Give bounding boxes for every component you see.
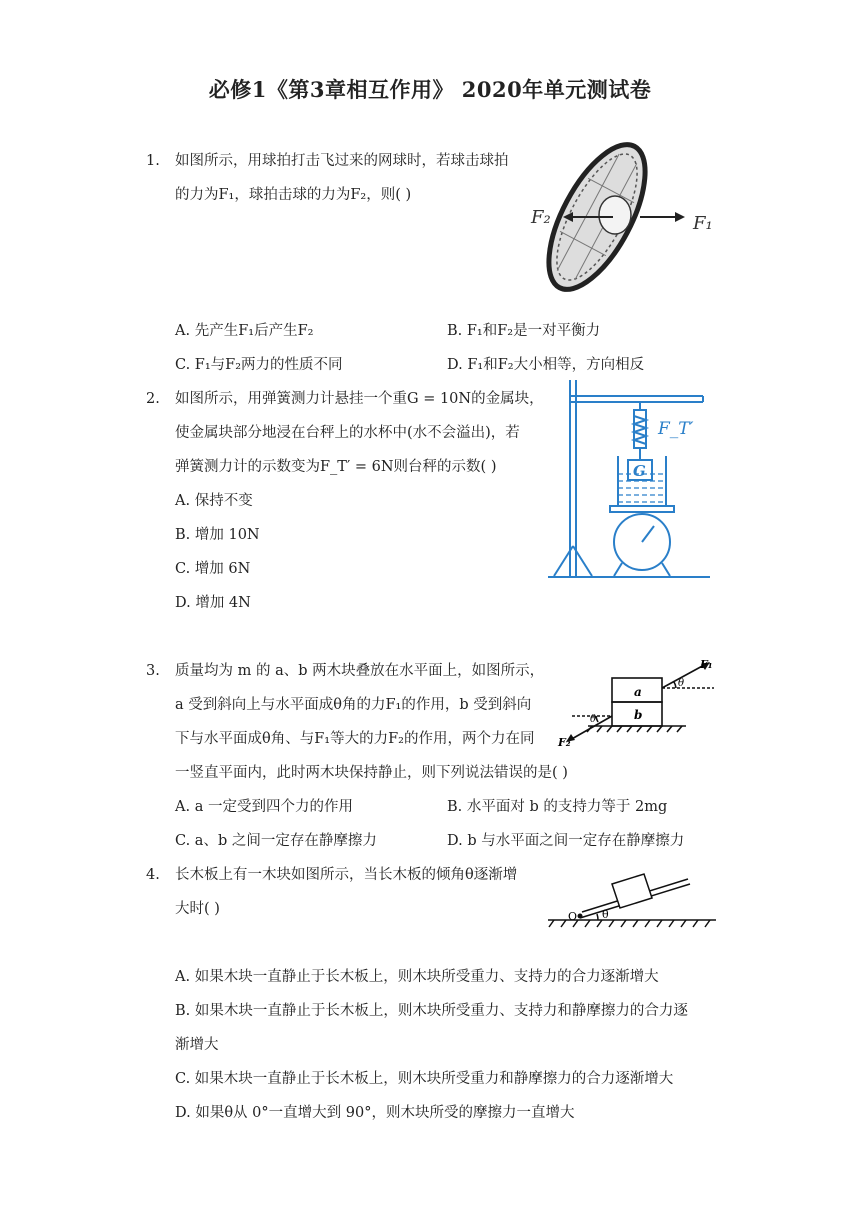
question-4-option-b-continued: 渐增大 (175, 1037, 219, 1053)
question-2-line-1: 如图所示，用弹簧测力计悬挂一个重G = 10N的金属块， (175, 391, 544, 407)
tennis-racket-figure (525, 135, 725, 305)
question-1-line-1: 如图所示，用球拍打击飞过来的网球时，若球击球拍 (175, 153, 509, 169)
spring-scale-figure (548, 378, 718, 588)
question-2-option-d[interactable]: D. 增加 4N (175, 595, 251, 611)
question-3-option-a[interactable]: A. a 一定受到四个力的作用 (175, 799, 353, 815)
block-a-label: a (634, 685, 642, 699)
question-4-line-1: 长木板上有一木块如图所示，当长木板的倾角θ逐渐增 (175, 867, 518, 883)
question-2-option-a[interactable]: A. 保持不变 (175, 493, 253, 509)
question-1-option-d[interactable]: D. F₁和F₂大小相等，方向相反 (447, 357, 645, 373)
angle-label-upper: θ (678, 678, 685, 689)
angle-label: θ (602, 908, 609, 921)
tension-label: F_T′ (658, 419, 694, 439)
weight-label: G (633, 462, 646, 480)
question-4-option-a[interactable]: A. 如果木块一直静止于长木板上，则木块所受重力、支持力的合力逐渐增大 (175, 969, 659, 985)
question-3-number: 3. (146, 663, 160, 679)
angle-label-lower: θ (590, 714, 597, 725)
force-label-f2: F₂ (531, 207, 551, 228)
question-3-line-4: 一竖直平面内，此时两木块保持静止，则下列说法错误的是( ) (175, 765, 568, 781)
pivot-label: O (568, 910, 578, 923)
inclined-board-figure (546, 850, 718, 930)
question-3-line-3: 下与水平面成θ角、与F₁等大的力F₂的作用，两个力在同 (175, 731, 535, 747)
question-4-option-d[interactable]: D. 如果θ从 0°一直增大到 90°，则木块所受的摩擦力一直增大 (175, 1105, 575, 1121)
question-1-option-b[interactable]: B. F₁和F₂是一对平衡力 (447, 323, 601, 339)
block-b-label: b (634, 708, 643, 722)
question-1-line-2: 的力为F₁，球拍击球的力为F₂，则( ) (175, 187, 412, 203)
question-2-line-3: 弹簧测力计的示数变为F_T′ = 6N则台秤的示数( ) (175, 459, 497, 475)
question-2-option-c[interactable]: C. 增加 6N (175, 561, 251, 577)
question-4-option-b[interactable]: B. 如果木块一直静止于长木板上，则木块所受重力、支持力和静摩擦力的合力逐 (175, 1003, 688, 1019)
question-3-line-1: 质量均为 m 的 a、b 两木块叠放在水平面上，如图所示， (175, 663, 545, 679)
question-3-option-b[interactable]: B. 水平面对 b 的支持力等于 2mg (447, 799, 668, 815)
question-4-option-c[interactable]: C. 如果木块一直静止于长木板上，则木块所受重力和静摩擦力的合力逐渐增大 (175, 1071, 674, 1087)
question-3-line-2: a 受到斜向上与水平面成θ角的力F₁的作用，b 受到斜向 (175, 697, 532, 713)
page-title: 必修1《第3章相互作用》 2020年单元测试卷 (208, 77, 652, 102)
force-label-f1: F₁ (693, 213, 713, 234)
force-label-f1: F₁ (700, 658, 713, 671)
question-1-option-a[interactable]: A. 先产生F₁后产生F₂ (175, 323, 314, 339)
question-4-line-2: 大时( ) (175, 901, 220, 917)
question-2-line-2: 使金属块部分地浸在台秤上的水杯中(水不会溢出)，若 (175, 425, 520, 441)
question-4-number: 4. (146, 867, 160, 883)
question-2-number: 2. (146, 391, 160, 407)
stacked-blocks-figure (556, 656, 718, 748)
question-1-option-c[interactable]: C. F₁与F₂两力的性质不同 (175, 357, 343, 373)
question-1-number: 1. (146, 153, 160, 169)
question-3-option-d[interactable]: D. b 与水平面之间一定存在静摩擦力 (447, 833, 685, 849)
question-2-option-b[interactable]: B. 增加 10N (175, 527, 260, 543)
force-label-f2: F₂ (558, 736, 571, 748)
question-3-option-c[interactable]: C. a、b 之间一定存在静摩擦力 (175, 833, 377, 849)
